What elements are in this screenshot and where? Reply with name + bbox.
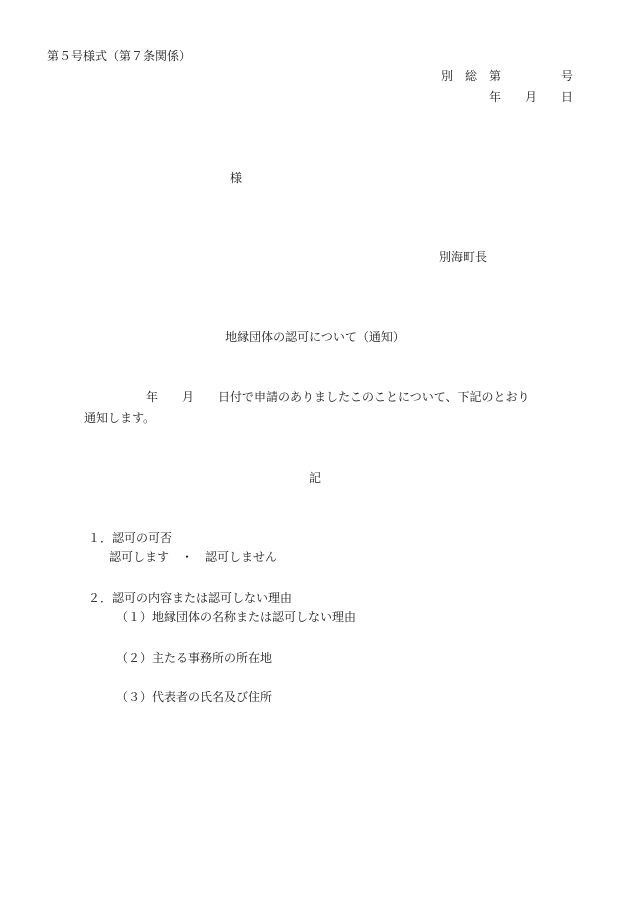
item-2-sub-1: （１）地縁団体の名称または認可しない理由 (116, 610, 357, 624)
issuer-name: 別海町長 (438, 250, 487, 264)
item-1-title: １．認可の可否 (88, 531, 173, 545)
item-1-options: 認可します ・ 認可しません (109, 550, 278, 564)
issue-date: 年 月 日 (488, 90, 573, 104)
document-subject: 地縁団体の認可について（通知） (225, 330, 405, 344)
body-text-line-1: 年 月 日付で申請のありましたこのことについて、下記のとおり (146, 390, 530, 404)
form-number: 第５号様式（第７条関係） (47, 49, 192, 63)
item-2-title: ２．認可の内容または認可しない理由 (88, 591, 293, 605)
document-number: 別 総 第 号 (440, 69, 573, 83)
item-2-sub-3: （３）代表者の氏名及び住所 (116, 690, 273, 704)
item-2-sub-2: （２）主たる事務所の所在地 (116, 651, 273, 665)
addressee-honorific: 様 (230, 171, 243, 185)
body-text-line-2: 通知します。 (84, 411, 156, 425)
ki-heading: 記 (308, 471, 321, 485)
